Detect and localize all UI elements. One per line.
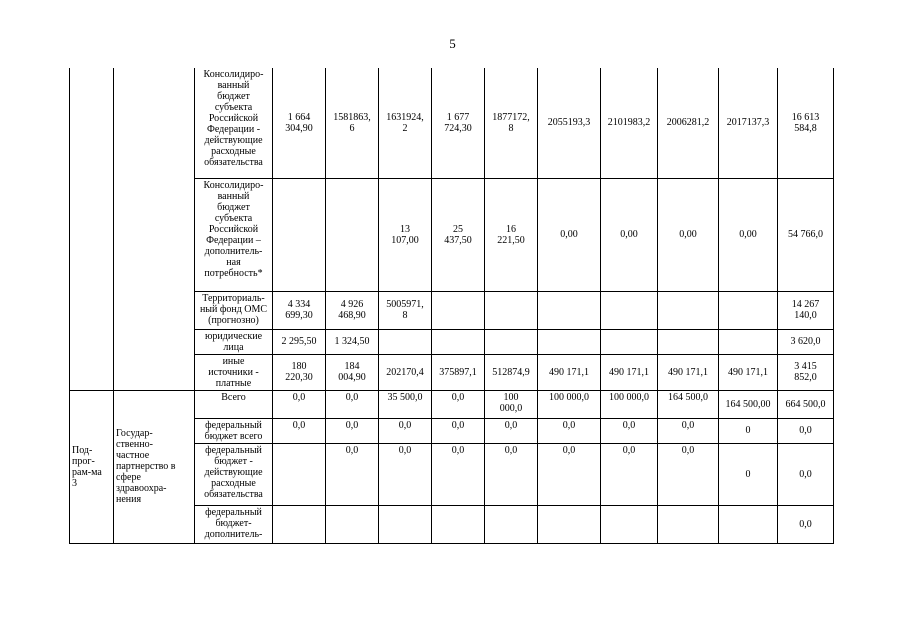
value-cell: [538, 329, 601, 354]
value-cell: 490 171,1: [719, 354, 778, 390]
value-cell: 0,0: [538, 418, 601, 443]
subprogram-label: Под- прог- рам-ма 3: [70, 390, 114, 543]
funding-source-label: юридические лица: [195, 329, 273, 354]
value-cell: [658, 291, 719, 329]
value-cell: 0: [719, 418, 778, 443]
funding-source-label: федеральный бюджет- дополнитель-: [195, 505, 273, 543]
value-cell: 0,0: [432, 443, 485, 505]
value-cell: 5005971, 8: [379, 291, 432, 329]
value-cell: 25 437,50: [432, 178, 485, 291]
value-cell: 2 295,50: [273, 329, 326, 354]
value-cell: 490 171,1: [538, 354, 601, 390]
value-cell: 0,0: [601, 443, 658, 505]
value-cell: 0,0: [778, 505, 834, 543]
value-cell: 0,0: [485, 418, 538, 443]
value-cell: 16 613 584,8: [778, 68, 834, 178]
value-cell: [379, 505, 432, 543]
value-cell: [485, 291, 538, 329]
value-cell: [719, 329, 778, 354]
value-cell: 35 500,0: [379, 390, 432, 418]
value-cell: 2055193,3: [538, 68, 601, 178]
value-cell: [485, 505, 538, 543]
value-cell: 0,0: [273, 418, 326, 443]
value-cell: [538, 505, 601, 543]
value-cell: [719, 505, 778, 543]
funding-source-label: Консолидиро- ванный бюджет субъекта Российской Федерации - действующие расходные обязательства: [195, 68, 273, 178]
value-cell: 13 107,00: [379, 178, 432, 291]
value-cell: 1 677 724,30: [432, 68, 485, 178]
value-cell: 0,00: [538, 178, 601, 291]
row-name-stub: [114, 68, 195, 390]
value-cell: 0,00: [601, 178, 658, 291]
value-cell: 0,0: [273, 390, 326, 418]
funding-source-label: иные источники - платные: [195, 354, 273, 390]
value-cell: 0,0: [538, 443, 601, 505]
value-cell: 4 926 468,90: [326, 291, 379, 329]
value-cell: 2101983,2: [601, 68, 658, 178]
value-cell: 164 500,00: [719, 390, 778, 418]
page-number: 5: [449, 36, 456, 51]
value-cell: [273, 443, 326, 505]
value-cell: [273, 178, 326, 291]
value-cell: [658, 505, 719, 543]
value-cell: 1581863, 6: [326, 68, 379, 178]
subprogram-name: Государ- ственно- частное партнерство в сфере здравоохра- нения: [114, 390, 195, 543]
budget-table: [69, 68, 834, 544]
value-cell: 664 500,0: [778, 390, 834, 418]
value-cell: [432, 329, 485, 354]
value-cell: [601, 505, 658, 543]
value-cell: [432, 291, 485, 329]
value-cell: 0,0: [326, 443, 379, 505]
value-cell: 0,0: [326, 418, 379, 443]
value-cell: 100 000,0: [601, 390, 658, 418]
value-cell: 184 004,90: [326, 354, 379, 390]
value-cell: [273, 505, 326, 543]
funding-source-label: федеральный бюджет - действующие расходные обязательства: [195, 443, 273, 505]
table-row: [70, 68, 834, 178]
value-cell: 490 171,1: [658, 354, 719, 390]
value-cell: [601, 291, 658, 329]
value-cell: 0,0: [379, 443, 432, 505]
value-cell: 3 620,0: [778, 329, 834, 354]
value-cell: [326, 505, 379, 543]
value-cell: [658, 329, 719, 354]
value-cell: 0,0: [658, 418, 719, 443]
value-cell: 0,0: [778, 443, 834, 505]
value-cell: 2017137,3: [719, 68, 778, 178]
value-cell: 180 220,30: [273, 354, 326, 390]
value-cell: [379, 329, 432, 354]
value-cell: [719, 291, 778, 329]
value-cell: [485, 329, 538, 354]
value-cell: [326, 178, 379, 291]
value-cell: 0,00: [719, 178, 778, 291]
value-cell: 0,0: [658, 443, 719, 505]
funding-source-label: Всего: [195, 390, 273, 418]
value-cell: 202170,4: [379, 354, 432, 390]
value-cell: [538, 291, 601, 329]
value-cell: 0,0: [432, 418, 485, 443]
value-cell: 3 415 852,0: [778, 354, 834, 390]
value-cell: 0,00: [658, 178, 719, 291]
value-cell: 4 334 699,30: [273, 291, 326, 329]
value-cell: 0,0: [326, 390, 379, 418]
value-cell: 0,0: [432, 390, 485, 418]
value-cell: [432, 505, 485, 543]
value-cell: 375897,1: [432, 354, 485, 390]
value-cell: 1 664 304,90: [273, 68, 326, 178]
table-row: [70, 390, 834, 418]
value-cell: 1631924, 2: [379, 68, 432, 178]
funding-source-label: федеральный бюджет всего: [195, 418, 273, 443]
value-cell: 1877172, 8: [485, 68, 538, 178]
value-cell: 0,0: [778, 418, 834, 443]
value-cell: 1 324,50: [326, 329, 379, 354]
value-cell: 14 267 140,0: [778, 291, 834, 329]
value-cell: 0,0: [379, 418, 432, 443]
value-cell: 164 500,0: [658, 390, 719, 418]
funding-source-label: Территориаль- ный фонд ОМС (прогнозно): [195, 291, 273, 329]
row-group-stub: [70, 68, 114, 390]
value-cell: 16 221,50: [485, 178, 538, 291]
value-cell: 0,0: [601, 418, 658, 443]
value-cell: 2006281,2: [658, 68, 719, 178]
value-cell: 100 000,0: [485, 390, 538, 418]
value-cell: 100 000,0: [538, 390, 601, 418]
value-cell: 0: [719, 443, 778, 505]
value-cell: [601, 329, 658, 354]
value-cell: 0,0: [485, 443, 538, 505]
funding-source-label: Консолидиро- ванный бюджет субъекта Российской Федерации – дополнитель- ная потребность*: [195, 178, 273, 291]
value-cell: 512874,9: [485, 354, 538, 390]
value-cell: 54 766,0: [778, 178, 834, 291]
value-cell: 490 171,1: [601, 354, 658, 390]
